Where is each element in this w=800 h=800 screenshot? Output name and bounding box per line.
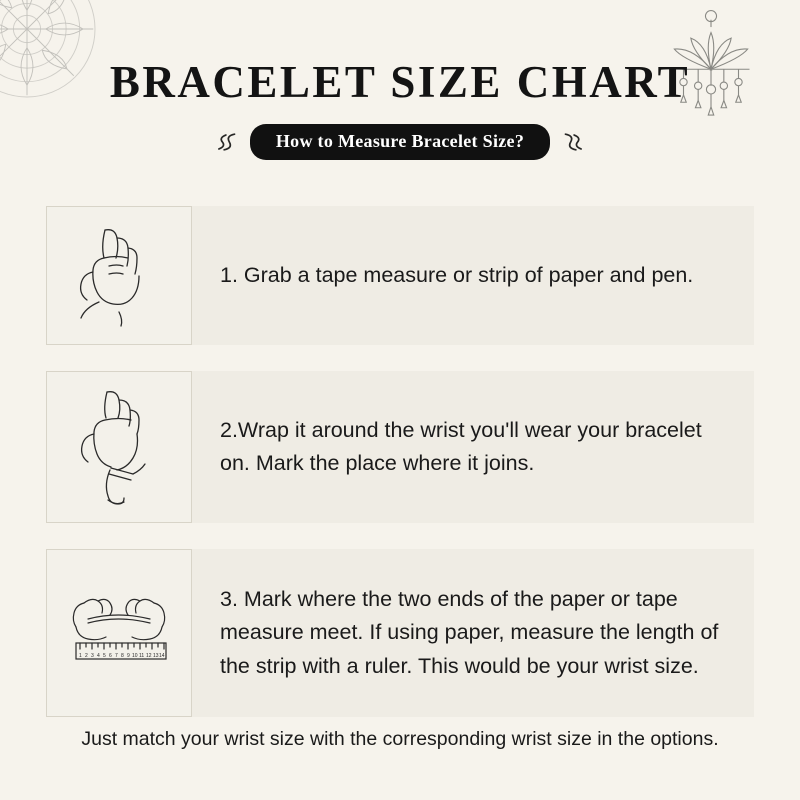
svg-text:5: 5: [103, 653, 106, 659]
hand-with-tape-around-wrist-illustration: [59, 382, 179, 512]
flourish-left-icon: [212, 129, 238, 155]
svg-text:7: 7: [115, 653, 118, 659]
svg-text:4: 4: [97, 653, 100, 659]
svg-text:13: 13: [153, 653, 159, 659]
step-2-figure: [46, 371, 192, 523]
hand-fist-illustration: [59, 216, 179, 336]
svg-text:12: 12: [146, 653, 152, 659]
subtitle-row: [0, 124, 800, 160]
svg-text:3: 3: [91, 653, 94, 659]
flourish-right-icon: [562, 129, 588, 155]
list-item: [46, 549, 754, 717]
hands-measuring-strip-with-ruler-illustration: [54, 573, 184, 693]
page-title: BRACELET SIZE CHART: [109, 57, 691, 107]
svg-text:6: 6: [109, 653, 112, 659]
step-3-text: 3. Mark where the two ends of the paper or tape measure meet. If using paper, measure the length of the strip with a ruler. This would be your wrist size.: [220, 587, 719, 678]
footer-note: Just match your wrist size with the corresponding wrist size in the options.: [81, 728, 719, 750]
step-2-text: 2.Wrap it around the wrist you'll wear your bracelet on. Mark the place where it joins.: [220, 417, 702, 475]
svg-text:14: 14: [159, 653, 165, 659]
svg-text:1: 1: [79, 653, 82, 659]
svg-text:11: 11: [139, 653, 145, 659]
svg-text:8: 8: [121, 653, 124, 659]
svg-text:2: 2: [85, 653, 88, 659]
step-3-figure: [46, 549, 192, 717]
step-1-text: 1. Grab a tape measure or strip of paper and pen.: [220, 262, 694, 287]
svg-text:9: 9: [127, 653, 130, 659]
subtitle-pill: How to Measure Bracelet Size?: [250, 124, 550, 160]
list-item: [46, 206, 754, 345]
list-item: [46, 371, 754, 523]
svg-text:10: 10: [132, 653, 138, 659]
steps-list: [46, 206, 754, 743]
step-1-figure: [46, 206, 192, 345]
